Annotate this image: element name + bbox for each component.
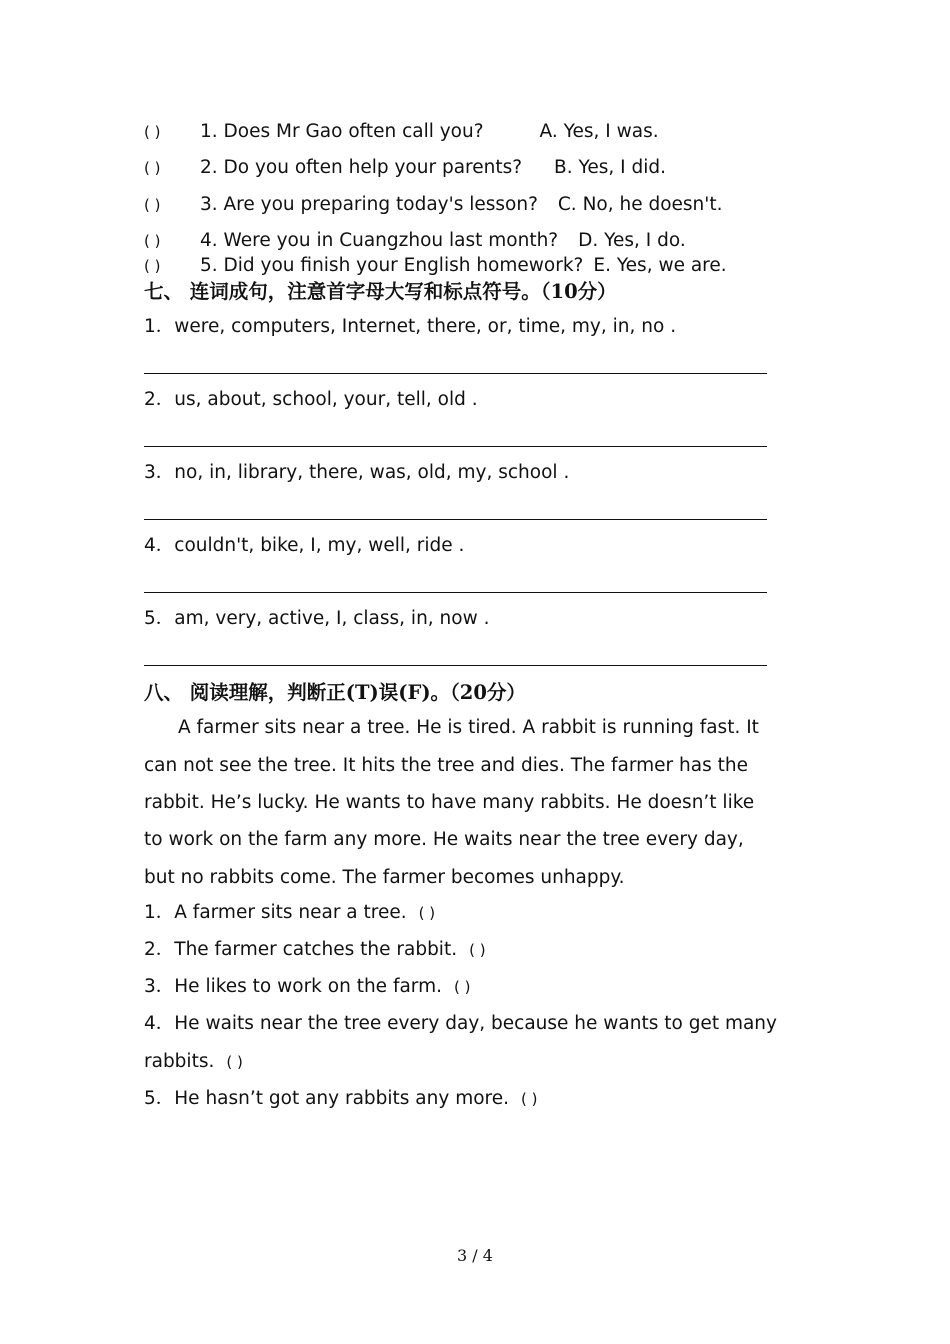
sentence-prompt: 4．couldn't, bike, I, my, well, ride . [144,535,465,556]
question-text: 4. Were you in Cuangzhou last month? [200,230,559,251]
answer-blank[interactable]: ( ) [226,1053,243,1071]
tf-question: 4．He waits near the tree every day, because he wants to get many [144,1013,777,1034]
answer-blank[interactable]: ( ) [144,196,161,214]
passage-line: can not see the tree. It hits the tree and dies. The farmer has the [144,755,748,776]
sentence-prompt: 1．were, computers, Internet, there, or, time, my, in, no . [144,316,677,337]
tf-question [144,978,500,997]
passage-line: A farmer sits near a tree. He is tired. A rabbit is running fast. It [178,717,759,738]
question-text: 3. Are you preparing today's lesson? [200,194,538,215]
answer-blank[interactable]: ( ) [144,159,161,177]
tf-question-text: 5．He hasn’t got any rabbits any more. [144,1088,510,1109]
answer-option: A. Yes, I was. [539,121,659,142]
tf-question [144,1053,272,1072]
matching-row [144,159,666,178]
tf-question [144,1090,567,1109]
passage-line: rabbit. He’s lucky. He wants to have many rabbits. He doesn’t like [144,792,755,813]
section-7-title: 七、 连词成句，注意首字母大写和标点符号。（10分） [144,280,617,303]
matching-row [144,196,723,215]
answer-blank[interactable]: ( ) [144,123,161,141]
answer-option: B. Yes, I did. [554,157,666,178]
answer-blank[interactable]: ( ) [144,257,161,275]
answer-line[interactable] [144,665,767,666]
tf-question [144,904,465,923]
answer-option: D. Yes, I do. [578,230,686,251]
sentence-prompt: 3．no, in, library, there, was, old, my, school . [144,462,570,483]
answer-line[interactable] [144,373,767,374]
answer-blank[interactable]: ( ) [521,1090,538,1108]
passage-line: to work on the farm any more. He waits near the tree every day, [144,829,744,850]
page-number: 3 / 4 [457,1246,493,1265]
answer-option: C. No, he doesn't. [557,194,723,215]
tf-question [144,941,515,960]
tf-question-text: 3．He likes to work on the farm. [144,976,442,997]
matching-row [144,257,727,276]
tf-question-text: 2．The farmer catches the rabbit. [144,939,458,960]
question-text: 5. Did you finish your English homework? [200,255,584,276]
tf-question-text: 1．A farmer sits near a tree. [144,902,407,923]
answer-blank[interactable]: ( ) [469,941,486,959]
passage-line: but no rabbits come. The farmer becomes unhappy. [144,867,625,888]
tf-question-text: rabbits. [144,1051,215,1072]
question-text: 2. Do you often help your parents? [200,157,523,178]
answer-blank[interactable]: ( ) [144,232,161,250]
answer-line[interactable] [144,592,767,593]
answer-blank[interactable]: ( ) [418,904,436,922]
answer-option: E. Yes, we are. [593,255,727,276]
sentence-prompt: 5．am, very, active, I, class, in, now . [144,608,490,629]
matching-row [144,232,686,251]
question-text: 1. Does Mr Gao often call you? [200,121,484,142]
answer-line[interactable] [144,519,767,520]
answer-line[interactable] [144,446,767,447]
section-8-title: 八、 阅读理解，判断正(T)误(F)。（20分） [144,681,526,704]
sentence-prompt: 2．us, about, school, your, tell, old . [144,389,478,410]
answer-blank[interactable]: ( ) [453,978,471,996]
matching-row [144,123,659,142]
